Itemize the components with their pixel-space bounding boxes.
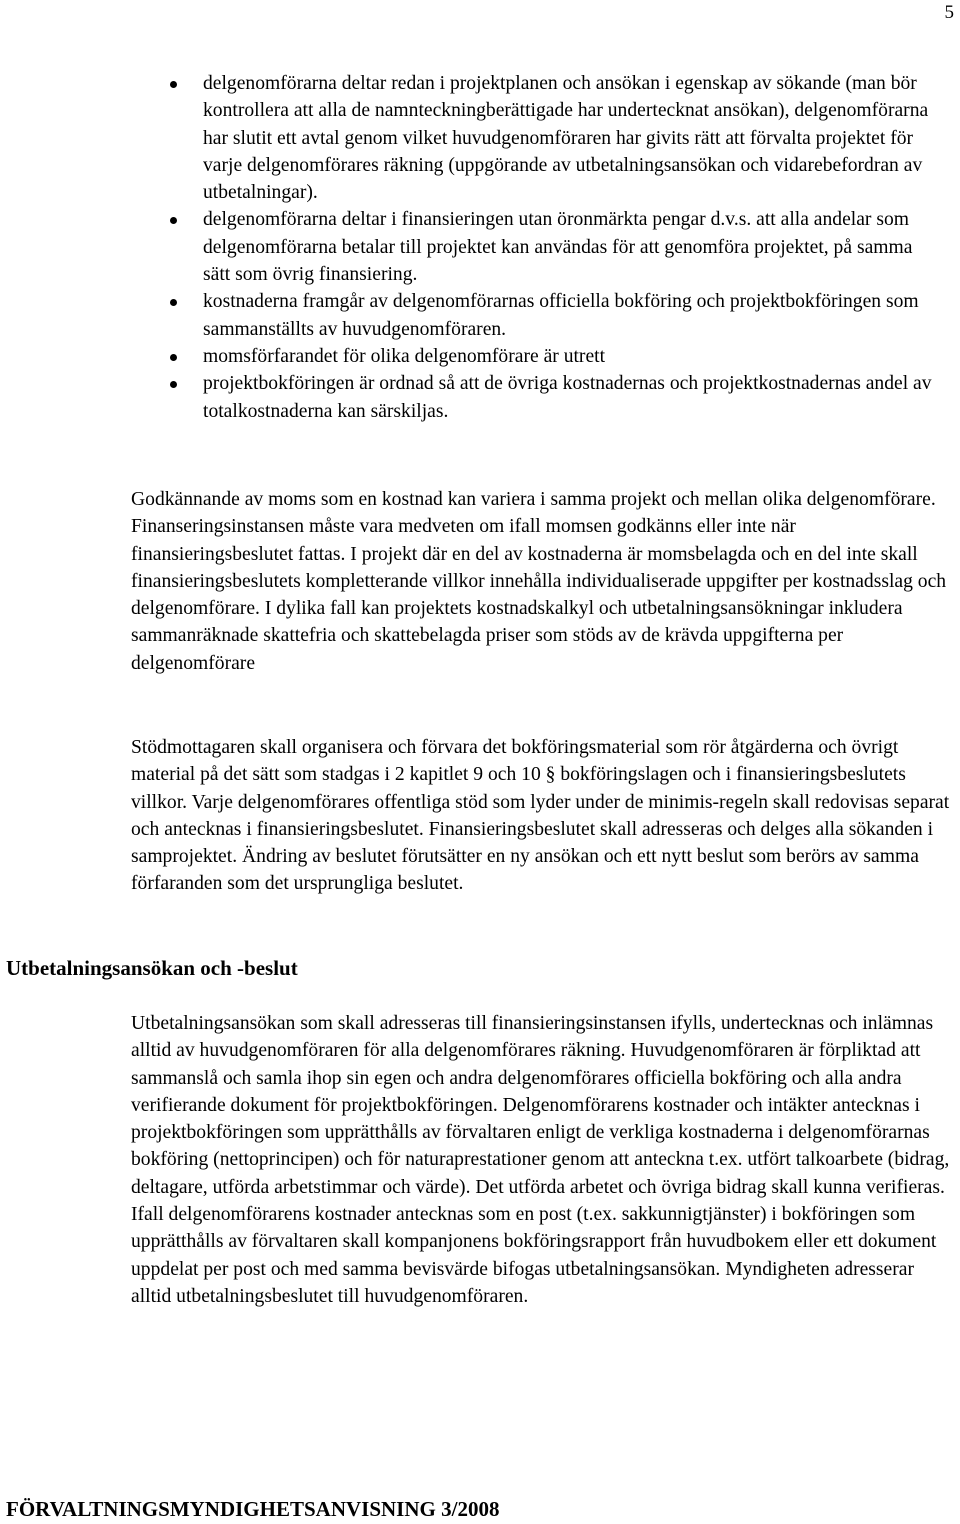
- document-footer: FÖRVALTNINGSMYNDIGHETSANVISNING 3/2008: [6, 1497, 500, 1521]
- bullet-text: kostnaderna framgår av delgenomförarnas officiella bokföring och projektbokföringen som sammanställts av huvudgenomföraren.: [203, 291, 919, 340]
- bullet-text: momsförfarandet för olika delgenomförare är utrett: [203, 345, 606, 367]
- bullet-item: [0, 288, 960, 343]
- paragraph-utbetalning: Utbetalningsansökan som skall adresseras till finansieringsinstansen ifylls, undertecknas och inlämnas alltid av huvudgenomföraren för alla delgenomförares räkning. Huvudgenomföraren är förpliktad att sammanslå och samla ihop sin egen och andra delgenomförares officiella bokföring och alla andra verifierande dokument för projektbokföringen. Delgenomförarens kostnader och intäkter antecknas i projektbokföringen som upprätthålls av förvaltaren enligt de verkliga kostnaderna i delgenomförarnas bokföring (nettoprincipen) och för naturaprestationer genom att anteckna t.ex. utfört talkoarbete (bidrag, deltagare, utförda arbetstimmar och värde). Det utförda arbetet och övriga bidrag skall kunna verifieras. Ifall delgenomförarens kostnader antecknas som en post (t.ex. sakkunnigtjänster) i bokföringen som upprätthålls av förvaltaren skall kompanjonens bokföringsrapport från huvudbokem eller ett dokument uppdelat per post och med samma bevisvärde bifogas utbetalningsansökan. Myndigheten adresserar alltid utbetalningsbeslutet till huvudgenomföraren.: [131, 1013, 950, 1307]
- section-heading: Utbetalningsansökan och -beslut: [6, 956, 298, 980]
- conditions-bullet-list: [0, 70, 960, 425]
- paragraph-bokforing: Stödmottagaren skall organisera och förvara det bokföringsmaterial som rör åtgärderna och övrigt material på det sätt som stadgas i 2 kapitlet 9 och 10 § bokföringslagen och i finansieringsbeslutets villkor. Varje delgenomförares offentliga stöd som lyder under de minimis-regeln skall redovisas separat och antecknas i finansieringsbeslutet. Finansieringsbeslutet skall adresseras och delges alla sökanden i samprojektet. Ändring av beslutet förutsätter en ny ansökan och ett nytt beslut som berörs av samma förfaranden som det ursprungliga beslutet.: [131, 737, 950, 895]
- bullet-text: projektbokföringen är ordnad så att de övriga kostnadernas och projektkostnadernas andel av totalkostnaderna kan särskiljas.: [203, 373, 932, 422]
- bullet-icon: [170, 299, 177, 306]
- bullet-icon: [170, 217, 177, 224]
- bullet-item: [0, 370, 960, 425]
- bullet-text: delgenomförarna deltar redan i projektplanen och ansökan i egenskap av sökande (man bör kontrollera att alla de namnteckningberättigade har undertecknat ansökan), delgenomförarna har slutit ett avtal genom vilket huvudgenomföraren har givits rätt att förvalta projektet för varje delgenomförares räkning (uppgörande av utbetalningsansökan och vidarebefordran av utbetalningar).: [203, 73, 929, 204]
- bullet-icon: [170, 381, 177, 388]
- bullet-text: delgenomförarna deltar i finansieringen utan öronmärkta pengar d.v.s. att alla andelar som delgenomförarna betalar till projektet kan användas för att genomföra projektet, på samma sätt som övrig finansiering.: [203, 209, 913, 286]
- bullet-item: [0, 206, 960, 288]
- bullet-item: [0, 343, 960, 370]
- page-number: 5: [944, 2, 954, 23]
- bullet-icon: [170, 354, 177, 361]
- paragraph-moms: Godkännande av moms som en kostnad kan variera i samma projekt och mellan olika delgenomförare. Finanseringsinstansen måste vara medveten om ifall momsen godkänns eller inte när finansieringsbeslutet fattas. I projekt där en del av kostnaderna är momsbelagda och en del inte skall finansieringsbeslutets kompletterande villkor innehålla individualiserade uppgifter per kostnadsslag och delgenomförare. I dylika fall kan projektets kostnadskalkyl och utbetalningsansökningar inkludera sammanräknade skattefria och skattebelagda priser som stöds av de krävda uppgifterna per delgenomförare: [131, 489, 947, 674]
- bullet-icon: [170, 81, 177, 88]
- bullet-item: [0, 70, 960, 206]
